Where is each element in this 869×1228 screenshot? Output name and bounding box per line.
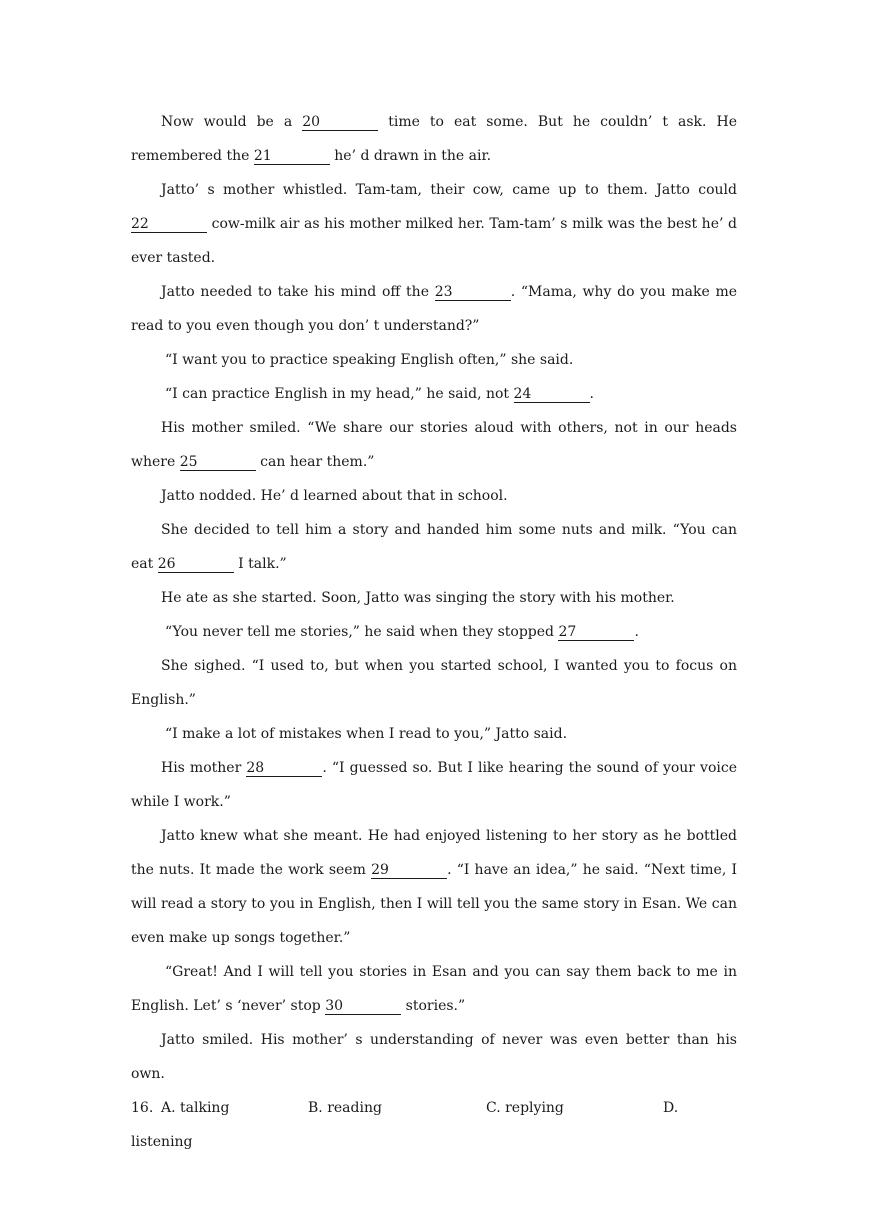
- paragraph: [131, 751, 737, 819]
- option-a[interactable]: A. talking: [161, 1100, 230, 1116]
- passage: [131, 105, 737, 1159]
- paragraph-text: . “Mama, why do you make me read to you even though you don’ t understand?”: [131, 284, 738, 334]
- blank-28[interactable]: 28: [246, 760, 322, 777]
- paragraph-text: Jatto knew what she meant. He had enjoyed listening to her story as he bottled the nuts. It made the work seem: [131, 828, 737, 878]
- paragraph: [131, 955, 737, 1023]
- paragraph-text: Jatto’ s mother whistled. Tam-tam, their cow, came up to them. Jatto could: [161, 182, 737, 198]
- blank-20[interactable]: 20: [302, 114, 378, 131]
- paragraph: [131, 377, 737, 411]
- paragraph: [131, 479, 737, 513]
- paragraph-text: Jatto needed to take his mind off the: [161, 284, 435, 300]
- option-d-text[interactable]: listening: [131, 1134, 193, 1150]
- option-b[interactable]: B. reading: [308, 1100, 382, 1116]
- paragraph: [131, 649, 737, 717]
- paragraph-text: “I can practice English in my head,” he said, not: [165, 386, 514, 402]
- paragraph-text: He ate as she started. Soon, Jatto was singing the story with his mother.: [161, 590, 675, 606]
- paragraph-text: His mother smiled. “We share our stories aloud with others, not in our heads where: [131, 420, 737, 470]
- paragraph-text: Jatto smiled. His mother’ s understanding of never was even better than his own.: [131, 1032, 737, 1082]
- blank-26[interactable]: 26: [158, 556, 234, 573]
- paragraph: [131, 343, 737, 377]
- paragraph-text: “I want you to practice speaking English often,” she said.: [165, 352, 574, 368]
- paragraph: [131, 615, 737, 649]
- paragraph-text: can hear them.”: [255, 454, 375, 470]
- blank-24[interactable]: 24: [514, 386, 590, 403]
- paragraph-text: She decided to tell him a story and handed him some nuts and milk. “You can eat: [131, 522, 737, 572]
- blank-23[interactable]: 23: [435, 284, 511, 301]
- paragraph: [131, 513, 737, 581]
- question-number: 16.: [131, 1100, 154, 1116]
- blank-29[interactable]: 29: [371, 862, 447, 879]
- paragraph-text: stories.”: [401, 998, 466, 1014]
- paragraph-text: Now would be a: [161, 114, 303, 130]
- blank-22[interactable]: 22: [131, 216, 207, 233]
- paragraph-text: His mother: [161, 760, 247, 776]
- paragraph: [131, 411, 737, 479]
- paragraph: [131, 173, 737, 275]
- paragraph-text: I talk.”: [233, 556, 287, 572]
- paragraph-text: he’ d drawn in the air.: [329, 148, 492, 164]
- paragraph-text: .: [634, 624, 639, 640]
- paragraph-text: time to eat some. But he couldn’ t ask. He remembered the: [131, 114, 737, 164]
- blank-30[interactable]: 30: [325, 998, 401, 1015]
- paragraph: [131, 717, 737, 751]
- paragraph: [131, 1023, 737, 1091]
- blank-21[interactable]: 21: [254, 148, 330, 165]
- paragraph: [131, 819, 737, 955]
- blank-27[interactable]: 27: [558, 624, 634, 641]
- paragraph-text: . “I have an idea,” he said. “Next time, I will read a story to you in English, then I will tell you the same story in Esan. We can even make up songs together.”: [131, 862, 737, 946]
- option-c[interactable]: C. replying: [486, 1100, 564, 1116]
- paragraph-text: “You never tell me stories,” he said when they stopped: [165, 624, 559, 640]
- paragraph-text: .: [589, 386, 594, 402]
- paragraph-text: “Great! And I will tell you stories in Esan and you can say them back to me in English. Let’ s ‘never’ stop: [131, 964, 737, 1014]
- question-16: [131, 1091, 737, 1125]
- paragraph-text: Jatto nodded. He’ d learned about that in school.: [161, 488, 508, 504]
- paragraph-text: . “I guessed so. But I like hearing the sound of your voice while I work.”: [131, 760, 737, 810]
- paragraph-text: cow-milk air as his mother milked her. Tam-tam’ s milk was the best he’ d ever tasted.: [131, 216, 737, 266]
- option-d[interactable]: D.: [663, 1100, 679, 1116]
- paragraph-text: She sighed. “I used to, but when you started school, I wanted you to focus on English.”: [131, 658, 737, 708]
- paragraph: [131, 275, 737, 343]
- paragraph: [131, 105, 737, 173]
- paragraph-text: “I make a lot of mistakes when I read to you,” Jatto said.: [165, 726, 568, 742]
- paragraph: [131, 581, 737, 615]
- blank-25[interactable]: 25: [180, 454, 256, 471]
